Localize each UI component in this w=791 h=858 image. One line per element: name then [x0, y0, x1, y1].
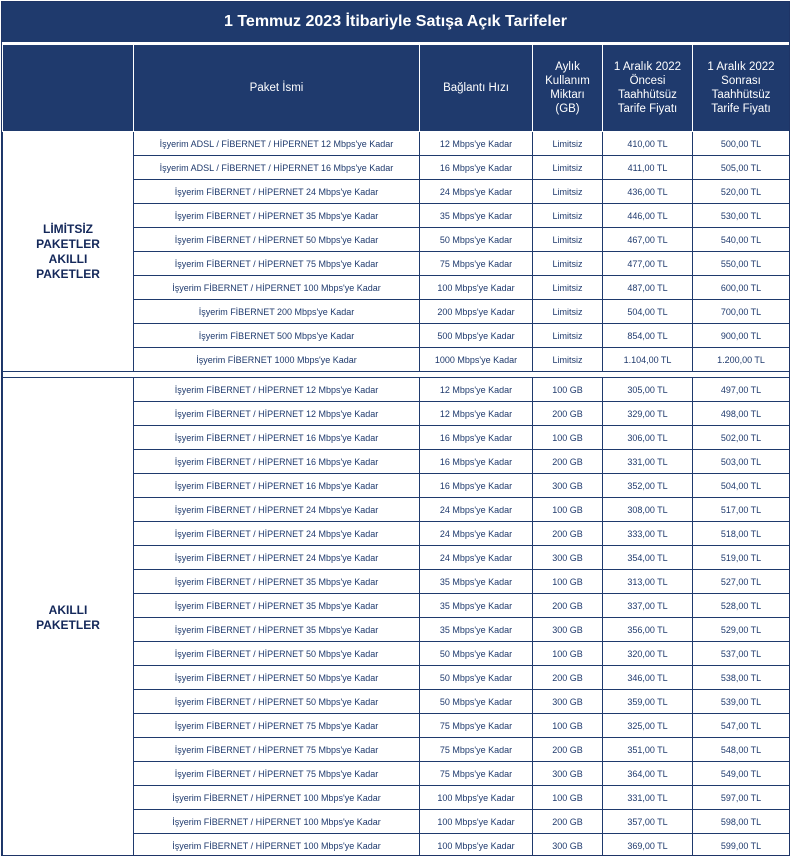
- package-name-cell: İşyerim FİBERNET / HİPERNET 100 Mbps'ye Kadar: [134, 810, 420, 834]
- monthly-usage-cell: 200 GB: [533, 594, 603, 618]
- connection-speed-cell: 75 Mbps'ye Kadar: [420, 714, 533, 738]
- connection-speed-cell: 75 Mbps'ye Kadar: [420, 252, 533, 276]
- price-after-cell: 700,00 TL: [693, 300, 790, 324]
- monthly-usage-cell: 200 GB: [533, 666, 603, 690]
- connection-speed-cell: 16 Mbps'ye Kadar: [420, 426, 533, 450]
- monthly-usage-cell: 300 GB: [533, 762, 603, 786]
- tariff-table-body: [3, 132, 790, 857]
- connection-speed-cell: 35 Mbps'ye Kadar: [420, 594, 533, 618]
- connection-speed-cell: 100 Mbps'ye Kadar: [420, 810, 533, 834]
- price-after-cell: 549,00 TL: [693, 762, 790, 786]
- package-name-cell: İşyerim FİBERNET / HİPERNET 24 Mbps'ye Kadar: [134, 522, 420, 546]
- connection-speed-cell: 50 Mbps'ye Kadar: [420, 642, 533, 666]
- price-before-cell: 308,00 TL: [603, 498, 693, 522]
- price-after-cell: 548,00 TL: [693, 738, 790, 762]
- price-before-cell: 410,00 TL: [603, 132, 693, 156]
- monthly-usage-cell: 300 GB: [533, 474, 603, 498]
- price-before-cell: 320,00 TL: [603, 642, 693, 666]
- package-name-cell: İşyerim ADSL / FİBERNET / HİPERNET 12 Mbps'ye Kadar: [134, 132, 420, 156]
- group-label-line: PAKETLER: [36, 236, 100, 251]
- price-before-cell: 337,00 TL: [603, 594, 693, 618]
- price-before-cell: 313,00 TL: [603, 570, 693, 594]
- price-before-cell: 467,00 TL: [603, 228, 693, 252]
- table-row: [3, 132, 790, 156]
- price-after-cell: 520,00 TL: [693, 180, 790, 204]
- connection-speed-cell: 50 Mbps'ye Kadar: [420, 666, 533, 690]
- price-after-cell: 502,00 TL: [693, 426, 790, 450]
- package-name-cell: İşyerim FİBERNET / HİPERNET 75 Mbps'ye Kadar: [134, 252, 420, 276]
- group-label-line: AKILLI: [48, 602, 88, 617]
- price-after-cell: 538,00 TL: [693, 666, 790, 690]
- package-name-cell: İşyerim FİBERNET / HİPERNET 50 Mbps'ye Kadar: [134, 666, 420, 690]
- price-before-cell: 305,00 TL: [603, 378, 693, 402]
- price-after-cell: 528,00 TL: [693, 594, 790, 618]
- price-after-cell: 519,00 TL: [693, 546, 790, 570]
- connection-speed-header: Bağlantı Hızı: [420, 45, 533, 132]
- tariff-document: [1, 1, 790, 856]
- group-label-line: AKILLI: [48, 251, 88, 266]
- group-label-line: PAKETLER: [36, 266, 100, 281]
- monthly-usage-cell: Limitsiz: [533, 204, 603, 228]
- monthly-usage-cell: 200 GB: [533, 810, 603, 834]
- package-name-cell: İşyerim ADSL / FİBERNET / HİPERNET 16 Mbps'ye Kadar: [134, 156, 420, 180]
- package-name-cell: İşyerim FİBERNET / HİPERNET 12 Mbps'ye Kadar: [134, 402, 420, 426]
- price-after-cell: 504,00 TL: [693, 474, 790, 498]
- package-name-header: Paket İsmi: [134, 45, 420, 132]
- package-name-cell: İşyerim FİBERNET / HİPERNET 35 Mbps'ye Kadar: [134, 618, 420, 642]
- connection-speed-cell: 16 Mbps'ye Kadar: [420, 156, 533, 180]
- price-before-cell: 446,00 TL: [603, 204, 693, 228]
- price-after-header-line: Taahhütsüz: [711, 89, 771, 101]
- monthly-usage-cell: 200 GB: [533, 450, 603, 474]
- price-after-header-line: Sonrası: [721, 75, 761, 87]
- price-after-cell: 599,00 TL: [693, 834, 790, 857]
- package-name-cell: İşyerim FİBERNET / HİPERNET 50 Mbps'ye Kadar: [134, 228, 420, 252]
- monthly-usage-header-line: Aylık: [555, 61, 580, 73]
- package-name-cell: İşyerim FİBERNET / HİPERNET 16 Mbps'ye Kadar: [134, 450, 420, 474]
- monthly-usage-cell: Limitsiz: [533, 228, 603, 252]
- package-name-cell: İşyerim FİBERNET / HİPERNET 75 Mbps'ye Kadar: [134, 762, 420, 786]
- price-after-cell: 505,00 TL: [693, 156, 790, 180]
- price-after-cell: 529,00 TL: [693, 618, 790, 642]
- price-before-header-line: Taahhütsüz: [618, 89, 677, 101]
- price-after-cell: 527,00 TL: [693, 570, 790, 594]
- package-name-cell: İşyerim FİBERNET / HİPERNET 50 Mbps'ye Kadar: [134, 690, 420, 714]
- price-after-cell: 537,00 TL: [693, 642, 790, 666]
- monthly-usage-cell: Limitsiz: [533, 180, 603, 204]
- group-header: [3, 45, 134, 132]
- price-before-cell: 351,00 TL: [603, 738, 693, 762]
- connection-speed-cell: 50 Mbps'ye Kadar: [420, 228, 533, 252]
- price-after-header-line: Tarife Fiyatı: [711, 103, 771, 115]
- price-after-cell: 900,00 TL: [693, 324, 790, 348]
- package-name-cell: İşyerim FİBERNET / HİPERNET 24 Mbps'ye Kadar: [134, 180, 420, 204]
- price-after-cell: 547,00 TL: [693, 714, 790, 738]
- monthly-usage-cell: 100 GB: [533, 570, 603, 594]
- package-name-cell: İşyerim FİBERNET / HİPERNET 16 Mbps'ye Kadar: [134, 426, 420, 450]
- package-name-cell: İşyerim FİBERNET / HİPERNET 100 Mbps'ye Kadar: [134, 276, 420, 300]
- price-after-cell: 518,00 TL: [693, 522, 790, 546]
- price-before-header-line: Öncesi: [629, 75, 666, 87]
- price-before-cell: 436,00 TL: [603, 180, 693, 204]
- monthly-usage-cell: 100 GB: [533, 714, 603, 738]
- connection-speed-cell: 12 Mbps'ye Kadar: [420, 378, 533, 402]
- price-before-header-line: 1 Aralık 2022: [613, 61, 682, 73]
- page-title: 1 Temmuz 2023 İtibariyle Satışa Açık Tarifeler: [2, 2, 789, 44]
- monthly-usage-cell: Limitsiz: [533, 348, 603, 372]
- price-before-cell: 333,00 TL: [603, 522, 693, 546]
- connection-speed-cell: 100 Mbps'ye Kadar: [420, 834, 533, 857]
- package-name-cell: İşyerim FİBERNET / HİPERNET 100 Mbps'ye Kadar: [134, 786, 420, 810]
- monthly-usage-cell: 100 GB: [533, 498, 603, 522]
- price-before-cell: 306,00 TL: [603, 426, 693, 450]
- price-before-cell: 325,00 TL: [603, 714, 693, 738]
- connection-speed-cell: 24 Mbps'ye Kadar: [420, 180, 533, 204]
- package-name-cell: İşyerim FİBERNET / HİPERNET 75 Mbps'ye Kadar: [134, 714, 420, 738]
- monthly-usage-cell: Limitsiz: [533, 300, 603, 324]
- connection-speed-cell: 12 Mbps'ye Kadar: [420, 132, 533, 156]
- monthly-usage-header-line: Miktarı: [550, 89, 585, 101]
- connection-speed-cell: 500 Mbps'ye Kadar: [420, 324, 533, 348]
- price-before-cell: 411,00 TL: [603, 156, 693, 180]
- monthly-usage-cell: Limitsiz: [533, 324, 603, 348]
- price-after-cell: 517,00 TL: [693, 498, 790, 522]
- connection-speed-cell: 50 Mbps'ye Kadar: [420, 690, 533, 714]
- package-name-cell: İşyerim FİBERNET 200 Mbps'ye Kadar: [134, 300, 420, 324]
- table-header-row: [3, 45, 790, 132]
- price-before-cell: 1.104,00 TL: [603, 348, 693, 372]
- table-row: [3, 378, 790, 402]
- price-before-cell: 369,00 TL: [603, 834, 693, 857]
- package-name-cell: İşyerim FİBERNET / HİPERNET 35 Mbps'ye Kadar: [134, 570, 420, 594]
- price-before-header-line: Tarife Fiyatı: [617, 103, 678, 115]
- price-before-cell: 487,00 TL: [603, 276, 693, 300]
- monthly-usage-cell: 300 GB: [533, 690, 603, 714]
- group-label: [3, 132, 134, 372]
- price-after-cell: 500,00 TL: [693, 132, 790, 156]
- monthly-usage-cell: 200 GB: [533, 402, 603, 426]
- connection-speed-cell: 24 Mbps'ye Kadar: [420, 522, 533, 546]
- price-before-cell: 331,00 TL: [603, 450, 693, 474]
- package-name-cell: İşyerim FİBERNET / HİPERNET 16 Mbps'ye Kadar: [134, 474, 420, 498]
- connection-speed-cell: 12 Mbps'ye Kadar: [420, 402, 533, 426]
- monthly-usage-cell: Limitsiz: [533, 132, 603, 156]
- price-before-cell: 346,00 TL: [603, 666, 693, 690]
- price-before-cell: 854,00 TL: [603, 324, 693, 348]
- price-after-cell: 550,00 TL: [693, 252, 790, 276]
- monthly-usage-cell: 200 GB: [533, 522, 603, 546]
- price-before-cell: 359,00 TL: [603, 690, 693, 714]
- price-before-cell: 331,00 TL: [603, 786, 693, 810]
- connection-speed-cell: 75 Mbps'ye Kadar: [420, 762, 533, 786]
- package-name-cell: İşyerim FİBERNET / HİPERNET 50 Mbps'ye Kadar: [134, 642, 420, 666]
- monthly-usage-cell: 300 GB: [533, 546, 603, 570]
- price-after-header-line: 1 Aralık 2022: [707, 61, 775, 73]
- connection-speed-cell: 100 Mbps'ye Kadar: [420, 276, 533, 300]
- connection-speed-cell: 35 Mbps'ye Kadar: [420, 204, 533, 228]
- price-before-cell: 354,00 TL: [603, 546, 693, 570]
- price-after-cell: 600,00 TL: [693, 276, 790, 300]
- price-before-cell: 329,00 TL: [603, 402, 693, 426]
- connection-speed-cell: 100 Mbps'ye Kadar: [420, 786, 533, 810]
- monthly-usage-cell: 200 GB: [533, 738, 603, 762]
- price-after-cell: 497,00 TL: [693, 378, 790, 402]
- price-before-cell: 352,00 TL: [603, 474, 693, 498]
- connection-speed-cell: 1000 Mbps'ye Kadar: [420, 348, 533, 372]
- monthly-usage-cell: Limitsiz: [533, 276, 603, 300]
- connection-speed-cell: 16 Mbps'ye Kadar: [420, 450, 533, 474]
- price-after-cell: 539,00 TL: [693, 690, 790, 714]
- monthly-usage-header-line: Kullanım: [545, 75, 590, 87]
- connection-speed-cell: 200 Mbps'ye Kadar: [420, 300, 533, 324]
- monthly-usage-cell: 100 GB: [533, 378, 603, 402]
- monthly-usage-cell: 100 GB: [533, 642, 603, 666]
- price-before-cell: 504,00 TL: [603, 300, 693, 324]
- tariff-table: [2, 44, 790, 856]
- package-name-cell: İşyerim FİBERNET / HİPERNET 100 Mbps'ye Kadar: [134, 834, 420, 857]
- connection-speed-cell: 35 Mbps'ye Kadar: [420, 570, 533, 594]
- price-after-header: [693, 45, 790, 132]
- monthly-usage-header-line: (GB): [555, 103, 580, 115]
- price-before-header: [603, 45, 693, 132]
- package-name-cell: İşyerim FİBERNET / HİPERNET 35 Mbps'ye Kadar: [134, 204, 420, 228]
- connection-speed-cell: 24 Mbps'ye Kadar: [420, 498, 533, 522]
- group-label: [3, 378, 134, 857]
- group-label-line: PAKETLER: [36, 617, 100, 632]
- price-before-cell: 477,00 TL: [603, 252, 693, 276]
- package-name-cell: İşyerim FİBERNET 1000 Mbps'ye Kadar: [134, 348, 420, 372]
- connection-speed-cell: 35 Mbps'ye Kadar: [420, 618, 533, 642]
- monthly-usage-cell: Limitsiz: [533, 156, 603, 180]
- monthly-usage-cell: 100 GB: [533, 786, 603, 810]
- package-name-cell: İşyerim FİBERNET / HİPERNET 24 Mbps'ye Kadar: [134, 546, 420, 570]
- price-after-cell: 598,00 TL: [693, 810, 790, 834]
- price-after-cell: 530,00 TL: [693, 204, 790, 228]
- connection-speed-cell: 16 Mbps'ye Kadar: [420, 474, 533, 498]
- monthly-usage-cell: 300 GB: [533, 834, 603, 857]
- connection-speed-cell: 75 Mbps'ye Kadar: [420, 738, 533, 762]
- price-before-cell: 357,00 TL: [603, 810, 693, 834]
- monthly-usage-cell: 100 GB: [533, 426, 603, 450]
- connection-speed-cell: 24 Mbps'ye Kadar: [420, 546, 533, 570]
- price-after-cell: 1.200,00 TL: [693, 348, 790, 372]
- price-after-cell: 597,00 TL: [693, 786, 790, 810]
- package-name-cell: İşyerim FİBERNET / HİPERNET 75 Mbps'ye Kadar: [134, 738, 420, 762]
- package-name-cell: İşyerim FİBERNET / HİPERNET 35 Mbps'ye Kadar: [134, 594, 420, 618]
- price-after-cell: 503,00 TL: [693, 450, 790, 474]
- package-name-cell: İşyerim FİBERNET / HİPERNET 24 Mbps'ye Kadar: [134, 498, 420, 522]
- package-name-cell: İşyerim FİBERNET / HİPERNET 12 Mbps'ye Kadar: [134, 378, 420, 402]
- price-after-cell: 498,00 TL: [693, 402, 790, 426]
- monthly-usage-header: [533, 45, 603, 132]
- monthly-usage-cell: Limitsiz: [533, 252, 603, 276]
- price-after-cell: 540,00 TL: [693, 228, 790, 252]
- package-name-cell: İşyerim FİBERNET 500 Mbps'ye Kadar: [134, 324, 420, 348]
- price-before-cell: 364,00 TL: [603, 762, 693, 786]
- monthly-usage-cell: 300 GB: [533, 618, 603, 642]
- price-before-cell: 356,00 TL: [603, 618, 693, 642]
- group-label-line: LİMİTSİZ: [43, 221, 93, 236]
